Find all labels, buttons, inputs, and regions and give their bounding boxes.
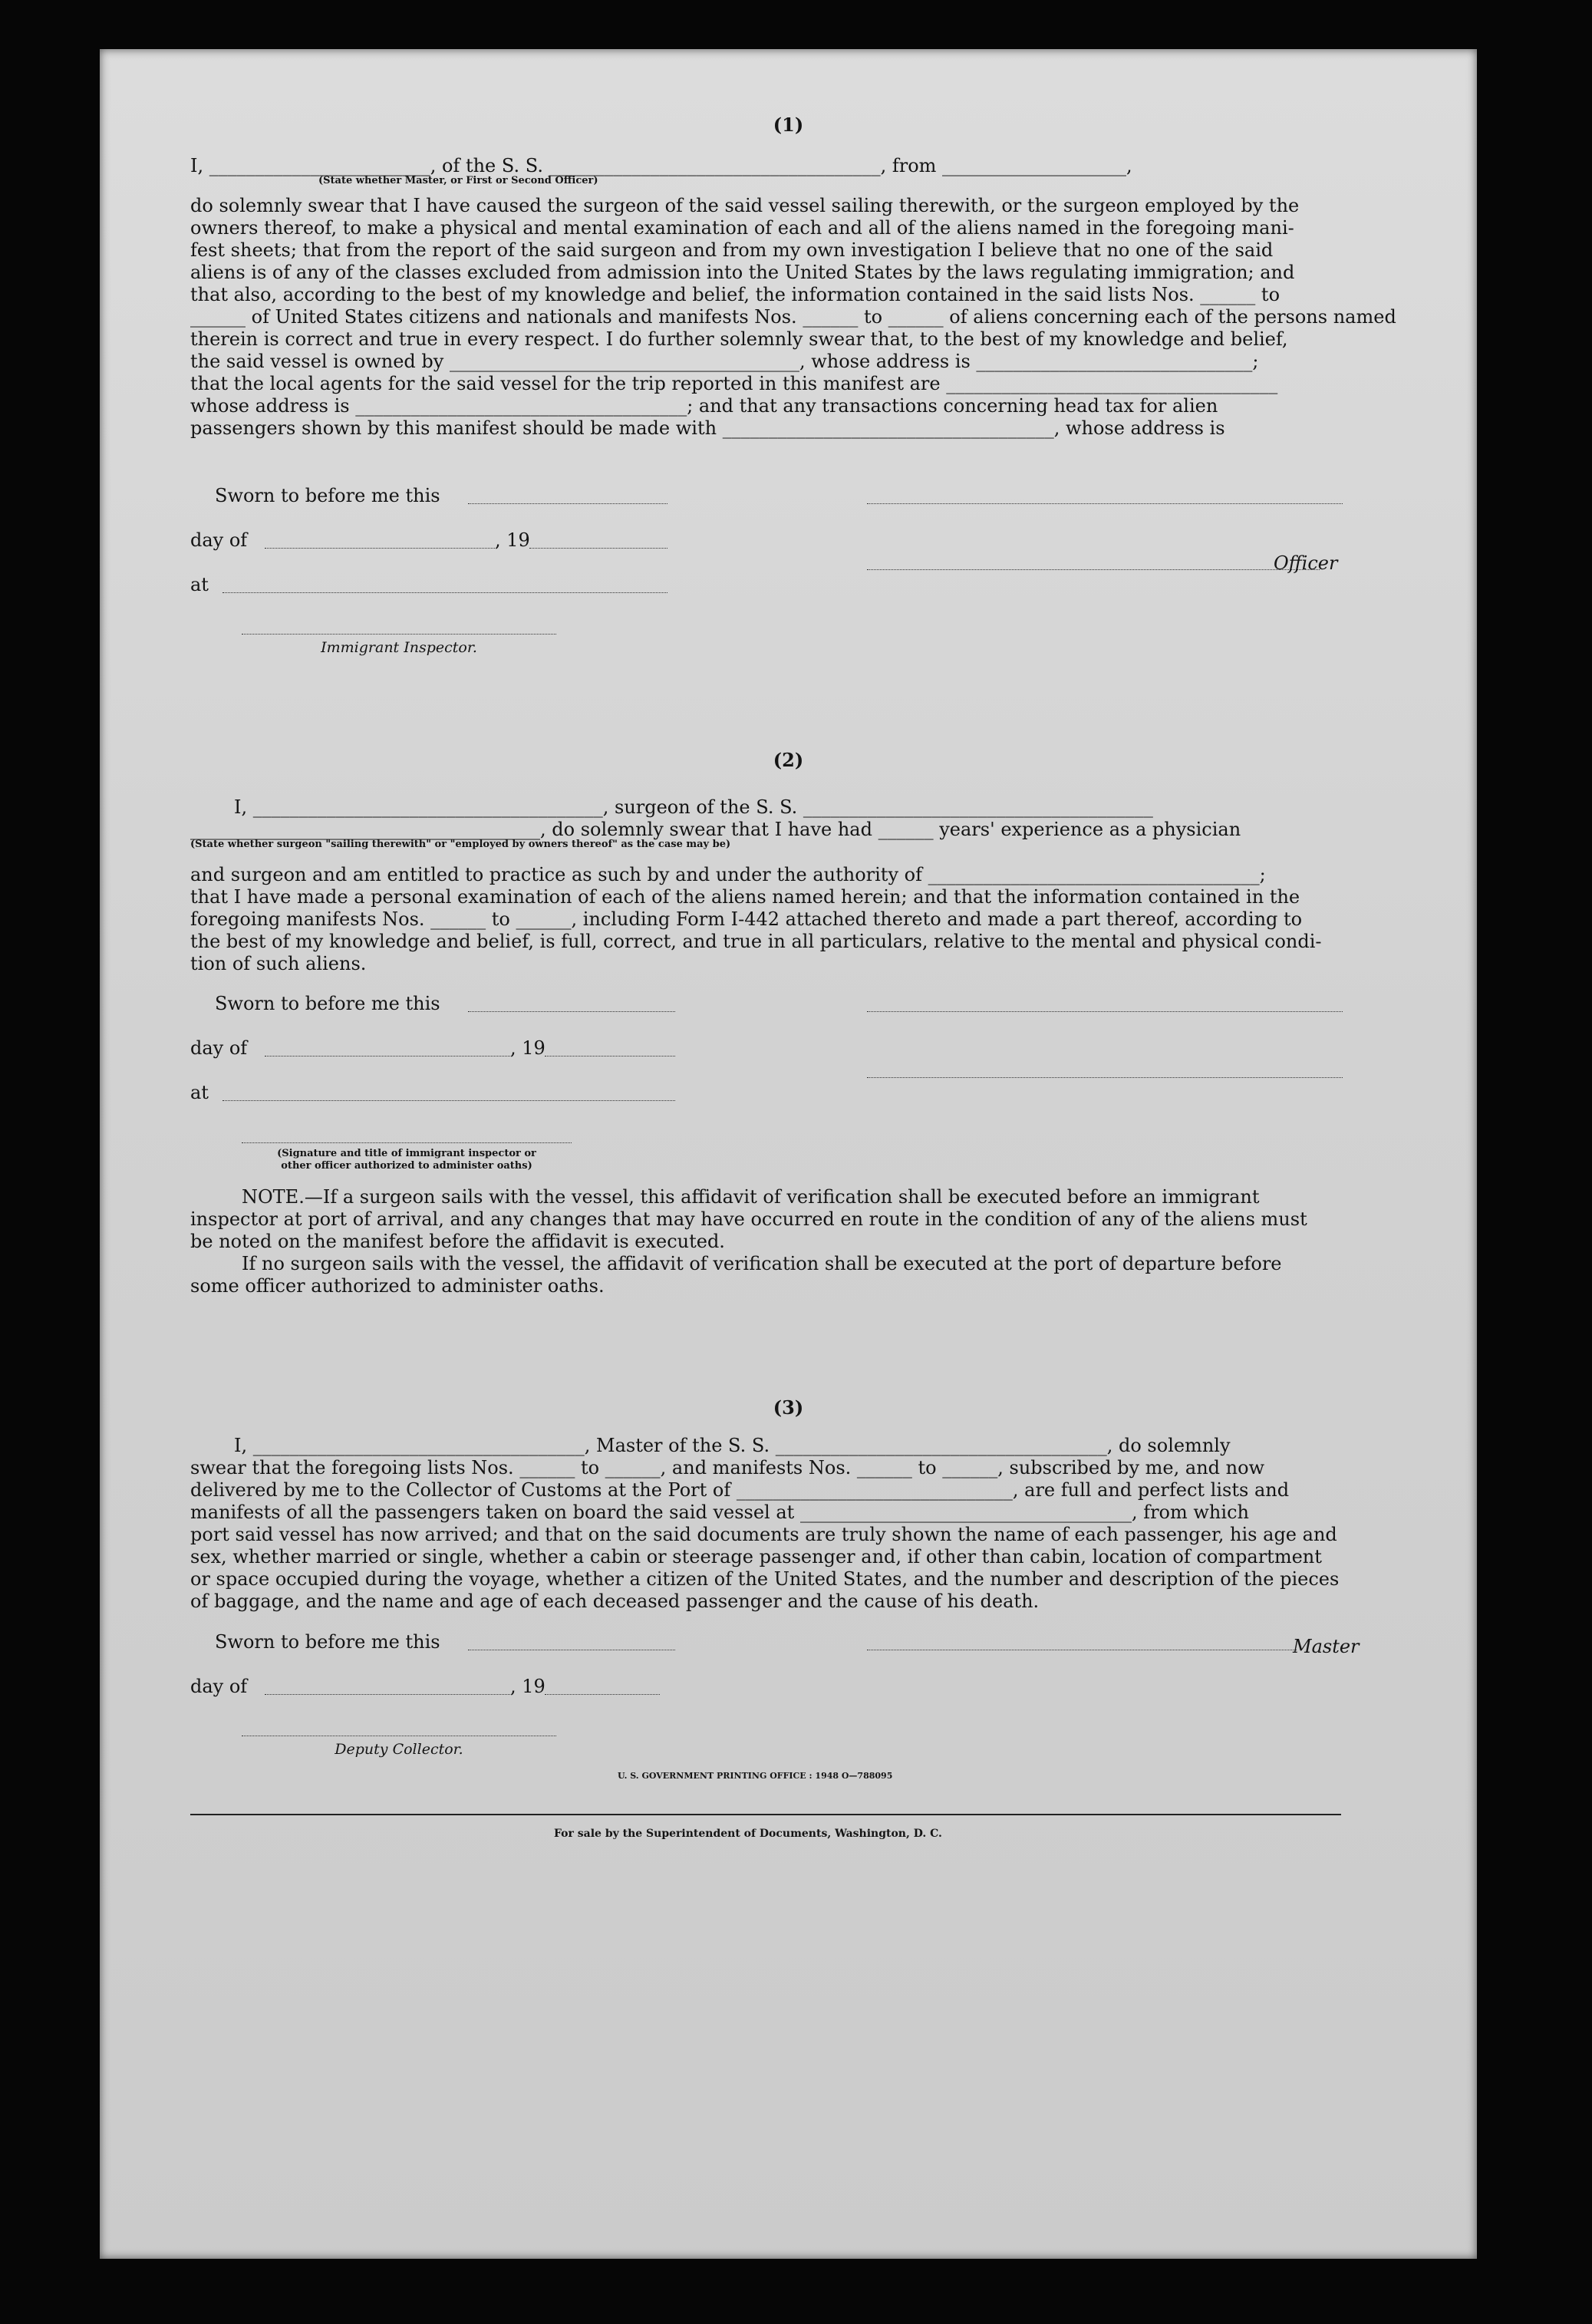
oath-line: aliens is of any of the classes excluded from admission into the United States by the laws regulating immigration; and bbox=[190, 262, 1295, 283]
at-label: at bbox=[190, 1082, 209, 1103]
day-line bbox=[265, 1056, 510, 1057]
oath-line: that the local agents for the said vessel for the trip reported in this manifest are ____________________________________ bbox=[190, 373, 1278, 394]
authorized-officer-line bbox=[242, 1142, 572, 1143]
master-oath-line: manifests of all the passengers taken on board the said vessel at ____________________________________, from which bbox=[190, 1502, 1249, 1523]
officer-line bbox=[867, 569, 1320, 570]
at-line bbox=[222, 1100, 675, 1101]
day-of-label: day of bbox=[190, 529, 248, 551]
surgeon-body-line: the best of my knowledge and belief, is full, correct, and true in all particulars, relative to the mental and physical condi- bbox=[190, 931, 1322, 952]
note-line: NOTE.—If a surgeon sails with the vessel, this affidavit of verification shall be executed before an immigrant bbox=[242, 1186, 1260, 1208]
year-label: , 19 bbox=[495, 529, 530, 551]
sworn-date-line bbox=[468, 1011, 675, 1012]
oath-line: therein is correct and true in every respect. I do further solemnly swear that, to the best of my knowledge and belief, bbox=[190, 328, 1288, 350]
section-3-number: (3) bbox=[773, 1396, 804, 1419]
at-line bbox=[222, 592, 667, 593]
sworn-date-line bbox=[468, 503, 667, 504]
note-line: some officer authorized to administer oaths. bbox=[190, 1275, 605, 1297]
surgeon-role-note: (State whether surgeon "sailing therewith" or "employed by owners thereof" as the case may be) bbox=[190, 839, 731, 850]
day-line bbox=[265, 548, 495, 549]
surgeon-line: I, ______________________________________, surgeon of the S. S. ______________________________________ bbox=[234, 796, 1153, 818]
officer-signature-line bbox=[867, 503, 1343, 504]
signature-note: other officer authorized to administer oaths) bbox=[281, 1160, 532, 1172]
oath-line: that also, according to the best of my knowledge and belief, the information contained in the said lists Nos. ______ to bbox=[190, 284, 1281, 305]
manifest-verification-sheet bbox=[100, 49, 1477, 2259]
sworn-label: Sworn to before me this bbox=[215, 993, 440, 1014]
master-oath-line: swear that the foregoing lists Nos. ______ to ______, and manifests Nos. ______ to ______, subscribed by me, and now bbox=[190, 1457, 1265, 1478]
footer-rule bbox=[190, 1814, 1341, 1815]
master-oath-line: or space occupied during the voyage, whether a citizen of the United States, and the number and description of the pieces bbox=[190, 1568, 1340, 1590]
day-line bbox=[265, 1694, 510, 1695]
surgeon-body-line: tion of such aliens. bbox=[190, 953, 367, 974]
surgeon-signature-line bbox=[867, 1011, 1343, 1012]
master-oath-line: port said vessel has now arrived; and that on the said documents are truly shown the name of each passenger, his age and bbox=[190, 1524, 1337, 1545]
oath-line: do solemnly swear that I have caused the surgeon of the said vessel sailing therewith, or the surgeon employed by the bbox=[190, 195, 1300, 216]
oath-line: passengers shown by this manifest should be made with ____________________________________, whose address is bbox=[190, 417, 1225, 439]
master-label: Master bbox=[1293, 1636, 1360, 1657]
master-oath-line: I, ____________________________________, Master of the S. S. ____________________________________, do solemnly bbox=[234, 1435, 1231, 1456]
surgeon-body-line: foregoing manifests Nos. ______ to ______, including Form I-442 attached thereto and made a part thereof, according to bbox=[190, 908, 1303, 930]
sworn-label: Sworn to before me this bbox=[215, 1631, 440, 1653]
master-oath-line: of baggage, and the name and age of each deceased passenger and the cause of his death. bbox=[190, 1591, 1040, 1612]
oath-line: ______ of United States citizens and nationals and manifests Nos. ______ to ______ of aliens concerning each of the persons named bbox=[190, 306, 1396, 328]
oath-line: whose address is ____________________________________; and that any transactions concerning head tax for alien bbox=[190, 395, 1218, 417]
printing-office-imprint: U. S. GOVERNMENT PRINTING OFFICE : 1948 O—788095 bbox=[618, 1771, 893, 1781]
note-line: If no surgeon sails with the vessel, the affidavit of verification shall be executed at the port of departure before bbox=[242, 1253, 1282, 1274]
inspector-signature-line bbox=[242, 634, 556, 635]
note-line: inspector at port of arrival, and any changes that may have occurred en route in the condition of any of the aliens must bbox=[190, 1208, 1307, 1230]
year-label: , 19 bbox=[510, 1037, 545, 1059]
surgeon-line: ______________________________________, do solemnly swear that I have had ______ years' experience as a physician bbox=[190, 819, 1241, 840]
oath-line: owners thereof, to make a physical and mental examination of each and all of the aliens named in the foregoing mani- bbox=[190, 217, 1294, 239]
oath-line: I, ________________________, of the S. S. ____________________________________, from ____________________, bbox=[190, 155, 1132, 176]
surgeon-title-line bbox=[867, 1077, 1343, 1078]
year-label: , 19 bbox=[510, 1676, 545, 1697]
year-line bbox=[545, 1056, 675, 1057]
oath-line: fest sheets; that from the report of the said surgeon and from my own investigation I believe that no one of the said bbox=[190, 239, 1274, 261]
day-of-label: day of bbox=[190, 1676, 248, 1697]
surgeon-body-line: and surgeon and am entitled to practice as such by and under the authority of ____________________________________; bbox=[190, 864, 1266, 885]
sale-notice: For sale by the Superintendent of Documents, Washington, D. C. bbox=[554, 1828, 942, 1840]
day-of-label: day of bbox=[190, 1037, 248, 1059]
sworn-label: Sworn to before me this bbox=[215, 485, 440, 506]
note-line: be noted on the manifest before the affidavit is executed. bbox=[190, 1231, 725, 1252]
surgeon-body-line: that I have made a personal examination of each of the aliens named herein; and that the information contained in the bbox=[190, 886, 1300, 908]
year-line bbox=[545, 1694, 660, 1695]
master-oath-line: sex, whether married or single, whether a cabin or steerage passenger and, if other than cabin, location of compartment bbox=[190, 1546, 1322, 1567]
section-1-number: (1) bbox=[773, 114, 804, 136]
section-2-number: (2) bbox=[773, 749, 804, 771]
signature-note: (Signature and title of immigrant inspector or bbox=[277, 1148, 536, 1159]
at-label: at bbox=[190, 574, 209, 595]
deputy-label: Deputy Collector. bbox=[335, 1741, 463, 1758]
master-oath-line: delivered by me to the Collector of Customs at the Port of ______________________________, are full and perfect lists and bbox=[190, 1479, 1290, 1501]
oath-line: the said vessel is owned by ______________________________________, whose address is ______________________________; bbox=[190, 351, 1259, 372]
role-note: (State whether Master, or First or Second Officer) bbox=[318, 175, 598, 186]
year-line bbox=[529, 548, 667, 549]
inspector-label: Immigrant Inspector. bbox=[321, 639, 477, 656]
officer-label: Officer bbox=[1274, 552, 1338, 574]
